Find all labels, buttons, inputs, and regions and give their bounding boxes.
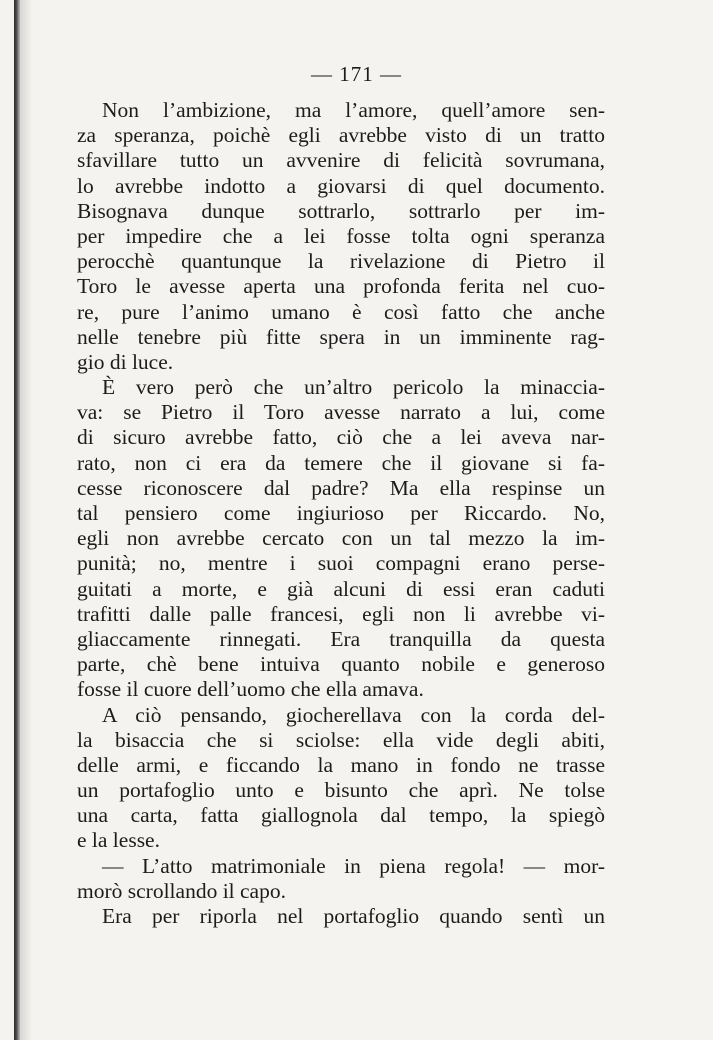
text-line: parte, chè bene intuiva quanto nobile e generoso	[77, 652, 605, 677]
text-line: va: se Pietro il Toro avesse narrato a lui, come	[77, 400, 605, 425]
text-line: nelle tenebre più fitte spera in un imminente rag-	[77, 324, 605, 349]
text-line: Bisognava dunque sottrarlo, sottrarlo per im-	[77, 198, 605, 223]
text-line: — L’atto matrimoniale in piena regola! — mor-	[102, 853, 605, 878]
text-line: re, pure l’animo umano è così fatto che anche	[77, 299, 605, 324]
text-line: tal pensiero come ingiurioso per Riccardo. No,	[77, 501, 605, 525]
text-line: egli non avrebbe cercato con un tal mezzo la im-	[77, 526, 605, 551]
text-line: A ciò pensando, giocherellava con la corda del-	[102, 702, 605, 727]
text-line: rato, non ci era da temere che il giovane si fa-	[77, 450, 605, 475]
text-line: una carta, fatta giallognola dal tempo, la spiegò	[77, 803, 605, 828]
text-line: lo avrebbe indotto a giovarsi di quel documento.	[77, 173, 605, 198]
text-line: di sicuro avrebbe fatto, ciò che a lei aveva nar-	[77, 425, 605, 450]
text-line: Era per riporla nel portafoglio quando sentì un	[102, 904, 605, 928]
text-line: punità; no, mentre i suoi compagni erano perse-	[77, 551, 605, 576]
body-text	[77, 98, 605, 929]
text-line: guitati a morte, e già alcuni di essi eran caduti	[77, 576, 605, 601]
text-line: Non l’ambizione, ma l’amore, quell’amore sen-	[102, 98, 605, 122]
text-line: un portafoglio unto e bisunto che aprì. Ne tolse	[77, 778, 605, 803]
text-line: za speranza, poichè egli avrebbe visto di un tratto	[77, 123, 605, 148]
text-line: perocchè quantunque la rivelazione di Pietro il	[77, 249, 605, 274]
text-line: sfavillare tutto un avvenire di felicità sovrumana,	[77, 148, 605, 173]
text-line: gliaccamente rinnegati. Era tranquilla da questa	[77, 626, 605, 651]
text-line: trafitti dalle palle francesi, egli non li avrebbe vi-	[77, 601, 605, 626]
gutter-shadow	[20, 0, 32, 1040]
text-line: cesse riconoscere dal padre? Ma ella respinse un	[77, 475, 605, 500]
text-line: morò scrollando il capo.	[77, 878, 286, 903]
text-line: gio di luce.	[77, 349, 174, 374]
text-line: delle armi, e ficcando la mano in fondo ne trasse	[77, 752, 605, 777]
text-line: È vero però che un’altro pericolo la minaccia-	[102, 375, 605, 400]
text-line: la bisaccia che si sciolse: ella vide degli abiti,	[77, 727, 605, 752]
text-line: Toro le avesse aperta una profonda ferita nel cuo-	[77, 274, 605, 299]
text-line: per impedire che a lei fosse tolta ogni speranza	[77, 223, 605, 248]
page-number: — 171 —	[311, 62, 402, 86]
text-line: e la lesse.	[77, 828, 160, 853]
text-line: fosse il cuore dell’uomo che ella amava.	[77, 677, 424, 702]
